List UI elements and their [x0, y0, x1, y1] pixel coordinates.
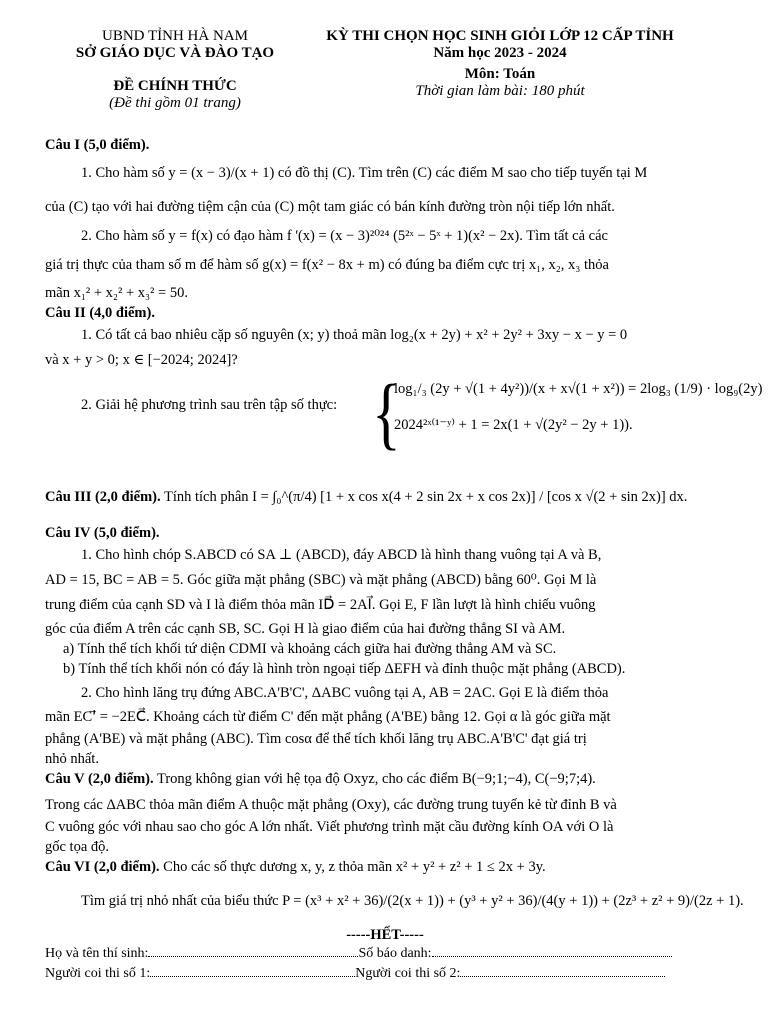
exam-title: KỲ THI CHỌN HỌC SINH GIỎI LỚP 12 CẤP TỈNH	[326, 28, 674, 44]
invigilator-2-label: Người coi thi số 2:	[355, 966, 461, 981]
q4-line-3: trung điểm của cạnh SD và I là điểm thỏa mãn ID⃗ = 2AI⃗. Gọi E, F lần lượt là hình chiếu vuông	[45, 597, 596, 613]
candidate-number-field[interactable]	[432, 944, 672, 957]
q4-line-5: a) Tính thể tích khối tứ diện CDMI và khoảng cách giữa hai đường thẳng AM và SC.	[63, 641, 557, 657]
q4-line-1: 1. Cho hình chóp S.ABCD có SA ⊥ (ABCD), đáy ABCD là hình thang vuông tại A và B,	[81, 547, 602, 563]
equation-system	[372, 367, 763, 458]
q4-line-7: 2. Cho hình lăng trụ đứng ABC.A'B'C', ΔABC vuông tại A, AB = 2AC. Gọi E là điểm thỏa	[81, 685, 609, 701]
invigilator-2-field[interactable]	[460, 964, 665, 977]
q1-part2-line3: mãn x₁² + x₂² + x₃² = 50.	[45, 285, 188, 301]
q5-line-1: Trong không gian với hệ tọa độ Oxyz, cho các điểm B(−9;1;−4), C(−9;7;4).	[157, 771, 596, 787]
candidate-row	[45, 944, 725, 963]
q4-line-8: mãn EC'⃗ = −2EC⃗. Khoảng cách từ điểm C' đến mặt phẳng (A'BE) bằng 12. Gọi α là góc giữa mặt	[45, 709, 611, 725]
pages-note: (Đề thi gồm 01 trang)	[109, 95, 241, 111]
q2-title: Câu II (4,0 điểm).	[45, 305, 155, 321]
system-brace: {	[372, 367, 401, 458]
q5-line-4: gốc tọa độ.	[45, 839, 110, 855]
q4-line-4: góc của điểm A trên các cạnh SB, SC. Gọi H là giao điểm của hai đường thẳng SI và AM.	[45, 621, 566, 637]
candidate-number-label: Số báo danh:	[358, 946, 432, 961]
q6-block	[45, 858, 725, 876]
q6-line-2: Tìm giá trị nhỏ nhất của biểu thức P = (x³ + x² + 36)/(2(x + 1)) + (y³ + y² + 36)/(4(y + 1)) + (2z³ + z² + 9)/(2z + 1).	[81, 893, 744, 909]
q1-part1-line1: 1. Cho hàm số y = (x − 3)/(x + 1) có đồ thị (C). Tìm trên (C) các điểm M sao cho tiếp tuyến tại M	[81, 165, 648, 181]
q5-title: Câu V (2,0 điểm).	[45, 771, 154, 787]
q1-part1-line2: của (C) tạo với hai đường tiệm cận của (C) một tam giác có bán kính đường tròn nội tiếp lớn nhất.	[45, 199, 615, 215]
q5-block	[45, 770, 725, 788]
time-limit: Thời gian làm bài: 180 phút	[415, 83, 585, 99]
q6-line-1: Cho các số thực dương x, y, z thỏa mãn x² + y² + z² + 1 ≤ 2x + 3y.	[163, 859, 546, 875]
candidate-name-field[interactable]	[148, 944, 358, 957]
system-eq-2: 2024²ˣ⁽¹⁻ʸ⁾ + 1 = 2x(1 + √(2y² − 2y + 1)).	[394, 417, 633, 433]
header-left	[40, 28, 310, 112]
org-line-1: UBND TỈNH HÀ NAM	[102, 28, 248, 44]
system-eq-1: log₁/₃ (2y + √(1 + 4y²))/(x + x√(1 + x²)) = 2log₃ (1/9) · log₉(2y)	[394, 381, 763, 397]
q5-line-3: C vuông góc với nhau sao cho góc A lớn nhất. Viết phương trình mặt cầu đường kính OA với O là	[45, 819, 614, 835]
q1-part2-line2: giá trị thực của tham số m để hàm số g(x) = f(x² − 8x + m) có đúng ba điểm cực trị x₁, x₂, x₃ thỏa	[45, 257, 609, 273]
header-right	[300, 28, 700, 100]
invigilator-1-label: Người coi thi số 1:	[45, 966, 151, 981]
q3-block	[45, 488, 725, 506]
q4-title: Câu IV (5,0 điểm).	[45, 525, 160, 541]
q4-line-10: nhỏ nhất.	[45, 751, 99, 767]
q3-title: Câu III (2,0 điểm).	[45, 489, 161, 505]
q2-part1-line2: và x + y > 0; x ∈ [−2024; 2024]?	[45, 352, 238, 368]
candidate-name-label: Họ và tên thí sinh:	[45, 946, 149, 961]
q4-line-6: b) Tính thể tích khối nón có đáy là hình tròn ngoại tiếp ΔEFH và đỉnh thuộc mặt phẳng (ABCD).	[63, 661, 626, 677]
q1-title: Câu I (5,0 điểm).	[45, 137, 150, 153]
org-line-2: SỞ GIÁO DỤC VÀ ĐÀO TẠO	[75, 45, 275, 61]
q2-part2-intro: 2. Giải hệ phương trình sau trên tập số thực:	[81, 397, 338, 413]
q4-line-2: AD = 15, BC = AB = 5. Góc giữa mặt phẳng (SBC) và mặt phẳng (ABCD) bằng 60⁰. Gọi M là	[45, 572, 597, 588]
q6-title: Câu VI (2,0 điểm).	[45, 859, 160, 875]
end-marker: -----HẾT-----	[346, 927, 424, 943]
q5-line-2: Trong các ΔABC thỏa mãn điểm A thuộc mặt phẳng (Oxy), các đường trung tuyến kẻ từ đỉnh B và	[45, 797, 617, 813]
invigilator-1-field[interactable]	[150, 964, 355, 977]
invigilator-row	[45, 964, 725, 983]
official-label: ĐỀ CHÍNH THỨC	[113, 78, 237, 94]
subject: Môn: Toán	[464, 66, 536, 82]
q3-text: Tính tích phân I = ∫₀^(π/4) [1 + x cos x(4 + 2 sin 2x + x cos 2x)] / [cos x √(2 + sin 2x)] dx.	[163, 489, 688, 505]
q2-part1-line1: 1. Có tất cả bao nhiêu cặp số nguyên (x; y) thoả mãn log₂(x + 2y) + x² + 2y² + 3xy − x − y = 0	[81, 327, 628, 343]
q4-line-9: phẳng (A'BE) và mặt phẳng (ABC). Tìm cosα để thể tích khối lăng trụ ABC.A'B'C' đạt giá trị	[45, 731, 587, 747]
school-year: Năm học 2023 - 2024	[433, 45, 567, 61]
q1-part2-line1: 2. Cho hàm số y = f(x) có đạo hàm f '(x) = (x − 3)²⁰²⁴ (5²ˣ − 5ˣ + 1)(x² − 2x). Tìm tất cả các	[81, 228, 608, 244]
